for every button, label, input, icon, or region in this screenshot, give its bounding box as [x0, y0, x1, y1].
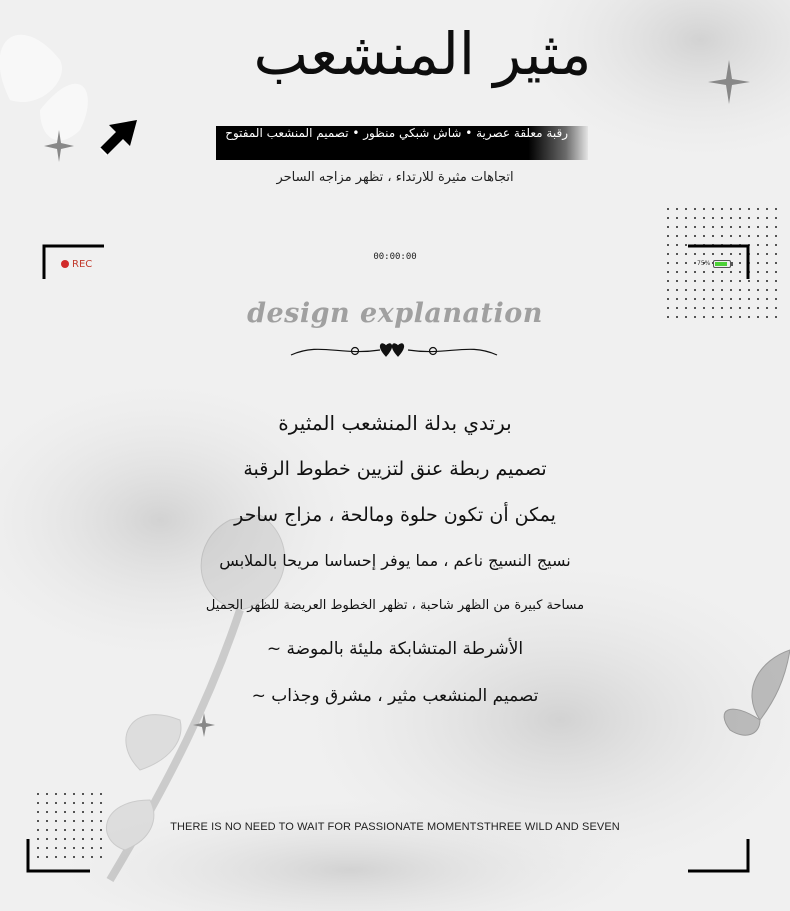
tagline-text: رقبة معلقة عصرية • شاش شبكي منظور • تصميم المنشعب المفتوح	[225, 126, 568, 140]
feature-line: مساحة كبيرة من الظهر شاحبة ، تظهر الخطوط العريضة للظهر الجميل	[205, 598, 585, 613]
feature-line: الأشرطة المتشابكة مليئة بالموضة ~	[266, 639, 524, 659]
battery-icon	[713, 260, 731, 268]
feature-line: تصميم المنشعب مثير ، مشرق وجذاب ~	[251, 686, 539, 706]
feature-line: تصميم ربطة عنق لتزيين خطوط الرقبة	[243, 458, 547, 480]
feature-line: يمكن أن تكون حلوة ومالحة ، مزاج ساحر	[234, 504, 556, 526]
tagline-bar	[216, 126, 588, 160]
battery-percent: 75%	[697, 260, 711, 267]
footer-text: THERE IS NO NEED TO WAIT FOR PASSIONATE MOMENTSTHREE WILD AND SEVEN	[170, 821, 620, 833]
timecode: 00:00:00	[373, 252, 417, 262]
subtitle: اتجاهات مثيرة للارتداء ، تظهر مزاجه الساحر	[276, 170, 514, 185]
feature-line: نسيج النسيج ناعم ، مما يوفر إحساسا مريحا بالملابس	[219, 551, 571, 570]
feature-line: برتدي بدلة المنشعب المثيرة	[278, 411, 512, 435]
page-title: مثير المنشعب	[253, 20, 592, 88]
section-heading: design explanation	[247, 298, 543, 329]
rec-label: REC	[72, 259, 93, 270]
